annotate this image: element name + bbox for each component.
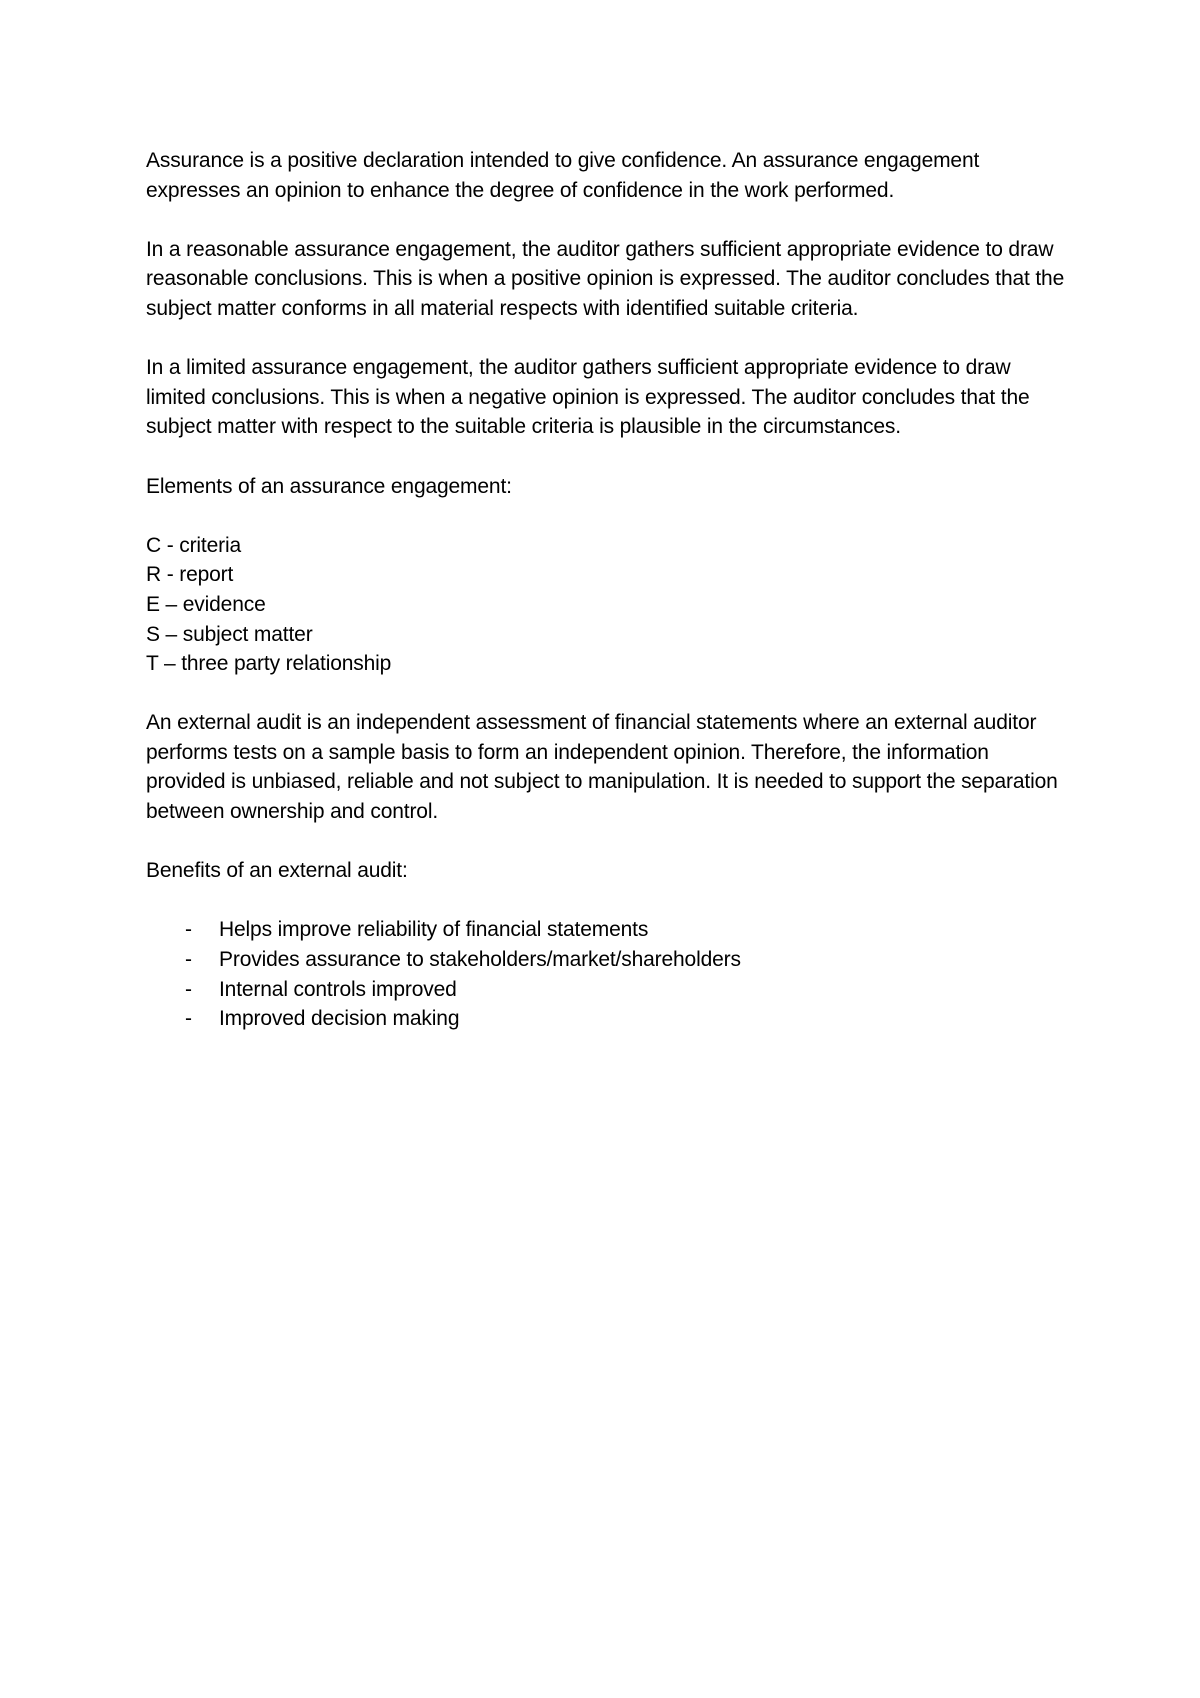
elements-list [146,531,1066,679]
list-item-text: Improved decision making [219,1007,460,1031]
reasonable-assurance-paragraph: In a reasonable assurance engagement, the auditor gathers sufficient appropriate evidence to draw reasonable conclusions. This is when a positive opinion is expressed. The auditor concludes that the subject matter conforms in all material respects with identified suitable criteria. [146,237,1065,320]
list-item [146,945,1066,975]
list-item [146,915,1066,945]
list-item-text: Helps improve reliability of financial statements [219,918,649,942]
dash-bullet-icon: - [185,948,192,972]
list-item [146,975,1066,1005]
list-item: R - report [146,563,234,587]
limited-assurance-paragraph: In a limited assurance engagement, the auditor gathers sufficient appropriate evidence to draw limited conclusions. This is when a negative opinion is expressed. The auditor concludes that the subject matter with respect to the suitable criteria is plausible in the circumstances. [146,356,1030,439]
list-item-text: Provides assurance to stakeholders/market/shareholders [219,948,741,972]
list-item: C - criteria [146,533,242,557]
external-audit-paragraph: An external audit is an independent assessment of financial statements where an external auditor performs tests on a sample basis to form an independent opinion. Therefore, the information provided is unbiased, reliable and not subject to manipulation. It is needed to support the separation between ownership and control. [146,711,1058,824]
list-item-text: Internal controls improved [219,977,457,1001]
benefits-list [146,915,1066,1033]
dash-bullet-icon: - [185,977,192,1001]
list-item: S – subject matter [146,622,313,646]
benefits-heading: Benefits of an external audit: [146,859,408,883]
list-item [146,1004,1066,1034]
document-body [146,146,1066,1034]
dash-bullet-icon: - [185,1007,192,1031]
list-item: E – evidence [146,592,266,616]
assurance-definition-paragraph: Assurance is a positive declaration intended to give confidence. An assurance engagement expresses an opinion to enhance the degree of confidence in the work performed. [146,149,980,202]
elements-heading: Elements of an assurance engagement: [146,474,512,498]
dash-bullet-icon: - [185,918,192,942]
list-item: T – three party relationship [146,652,392,676]
